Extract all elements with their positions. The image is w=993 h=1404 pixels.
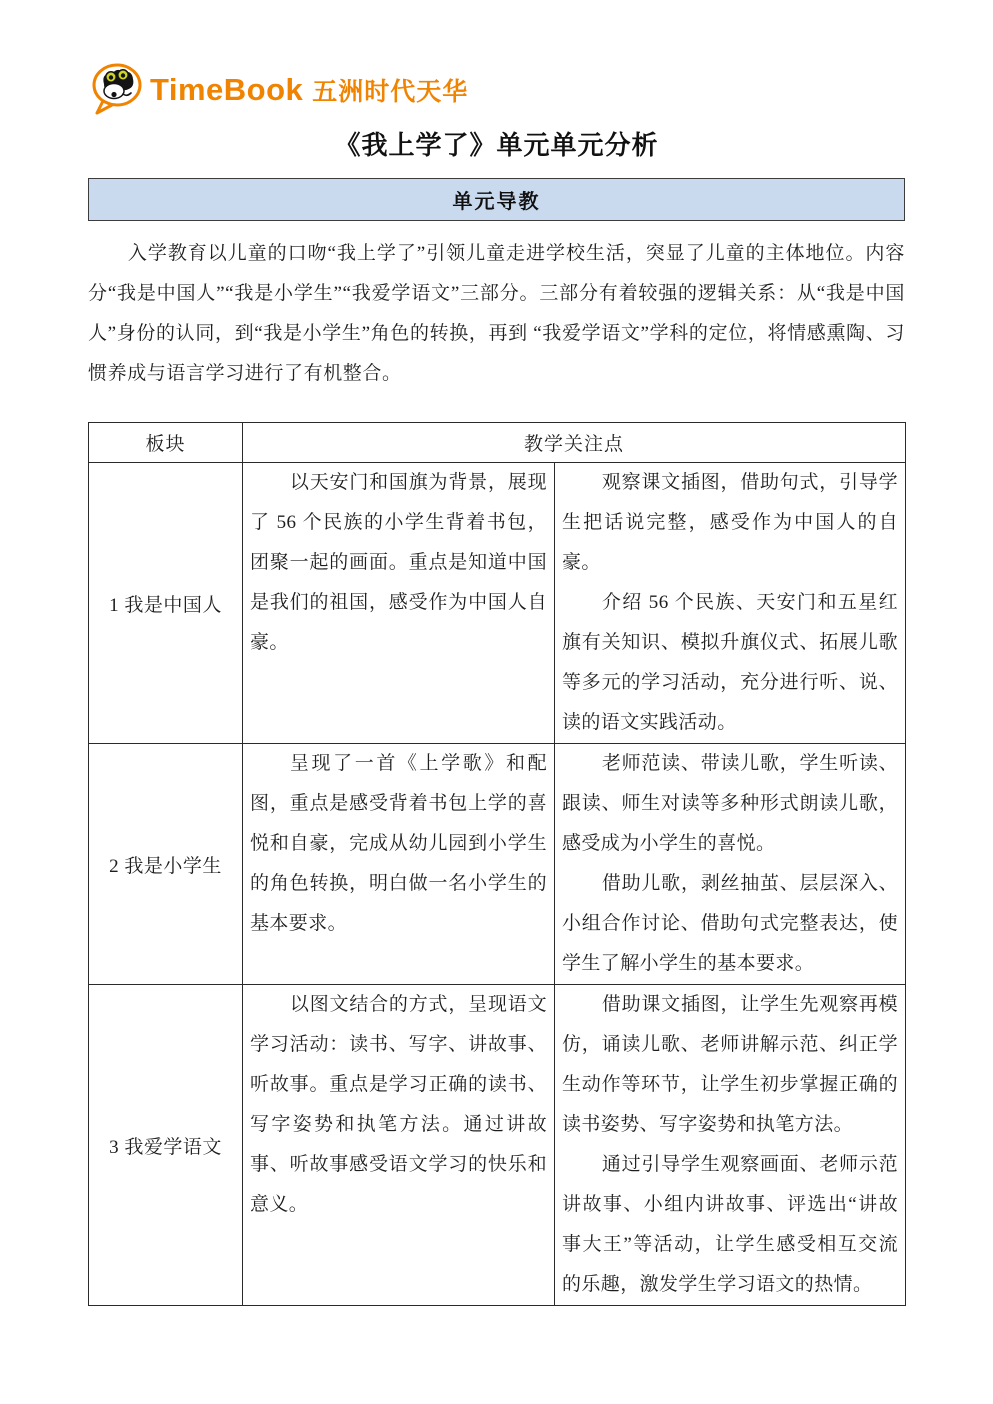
row-label: 1 我是中国人	[89, 463, 243, 744]
table-row	[89, 463, 906, 744]
row-right-cell	[555, 985, 906, 1306]
cell-paragraph: 借助课文插图，让学生先观察再模仿，诵读儿歌、老师讲解示范、纠正学生动作等环节，让学生初步掌握正确的读书姿势、写字姿势和执笔方法。	[562, 994, 899, 1135]
table-row	[89, 985, 906, 1306]
cell-paragraph: 以图文结合的方式，呈现语文学习活动：读书、写字、讲故事、听故事。重点是学习正确的读书、写字姿势和执笔方法。通过讲故事、听故事感受语文学习的快乐和意义。	[250, 994, 547, 1215]
analysis-table	[88, 422, 906, 1306]
row-right-cell	[555, 744, 906, 985]
row-middle-cell	[243, 985, 555, 1306]
cell-paragraph: 呈现了一首《上学歌》和配图，重点是感受背着书包上学的喜悦和自豪，完成从幼儿园到小学生的角色转换，明白做一名小学生的基本要求。	[250, 753, 547, 934]
column-header-teaching-focus: 教学关注点	[243, 423, 906, 463]
brand-name: TimeBook	[150, 72, 304, 107]
row-middle-cell	[243, 744, 555, 985]
cell-paragraph: 借助儿歌，剥丝抽茧、层层深入、小组合作讨论、借助句式完整表达，使学生了解小学生的基本要求。	[562, 873, 899, 974]
table-header-row	[89, 423, 906, 463]
timebook-dog-bubble-icon	[88, 61, 144, 120]
cell-paragraph: 介绍 56 个民族、天安门和五星红旗有关知识、模拟升旗仪式、拓展儿歌等多元的学习活动，充分进行听、说、读的语文实践活动。	[562, 592, 899, 733]
row-middle-cell	[243, 463, 555, 744]
row-label: 3 我爱学语文	[89, 985, 243, 1306]
intro-paragraph: 入学教育以儿童的口吻“我上学了”引领儿童走进学校生活，突显了儿童的主体地位。内容分“我是中国人”“我是小学生”“我爱学语文”三部分。三部分有着较强的逻辑关系：从“我是中国人”身份的认同，到“我是小学生”角色的转换，再到 “我爱学语文”学科的定位，将情感熏陶、习惯养成与语言学习进行了有机整合。	[88, 243, 905, 384]
logo	[88, 64, 905, 116]
table-row	[89, 744, 906, 985]
cell-paragraph: 通过引导学生观察画面、老师示范讲故事、小组内讲故事、评选出“讲故事大王”等活动，让学生感受相互交流的乐趣，激发学生学习语文的热情。	[562, 1154, 899, 1295]
cell-paragraph: 老师范读、带读儿歌，学生听读、跟读、师生对读等多种形式朗读儿歌，感受成为小学生的喜悦。	[562, 753, 899, 854]
section-header-label: 单元导教	[452, 191, 541, 213]
row-right-cell	[555, 463, 906, 744]
brand-company-name: 五洲时代天华	[312, 78, 469, 106]
cell-paragraph: 观察课文插图，借助句式，引导学生把话说完整，感受作为中国人的自豪。	[562, 472, 899, 573]
column-header-section: 板块	[89, 423, 243, 463]
section-header-bar	[88, 178, 905, 221]
cell-paragraph: 以天安门和国旗为背景，展现了 56 个民族的小学生背着书包，团聚一起的画面。重点是知道中国是我们的祖国，感受作为中国人自豪。	[250, 472, 547, 653]
page-title: 《我上学了》单元单元分析	[334, 131, 659, 160]
row-label: 2 我是小学生	[89, 744, 243, 985]
document-content	[88, 0, 905, 1306]
